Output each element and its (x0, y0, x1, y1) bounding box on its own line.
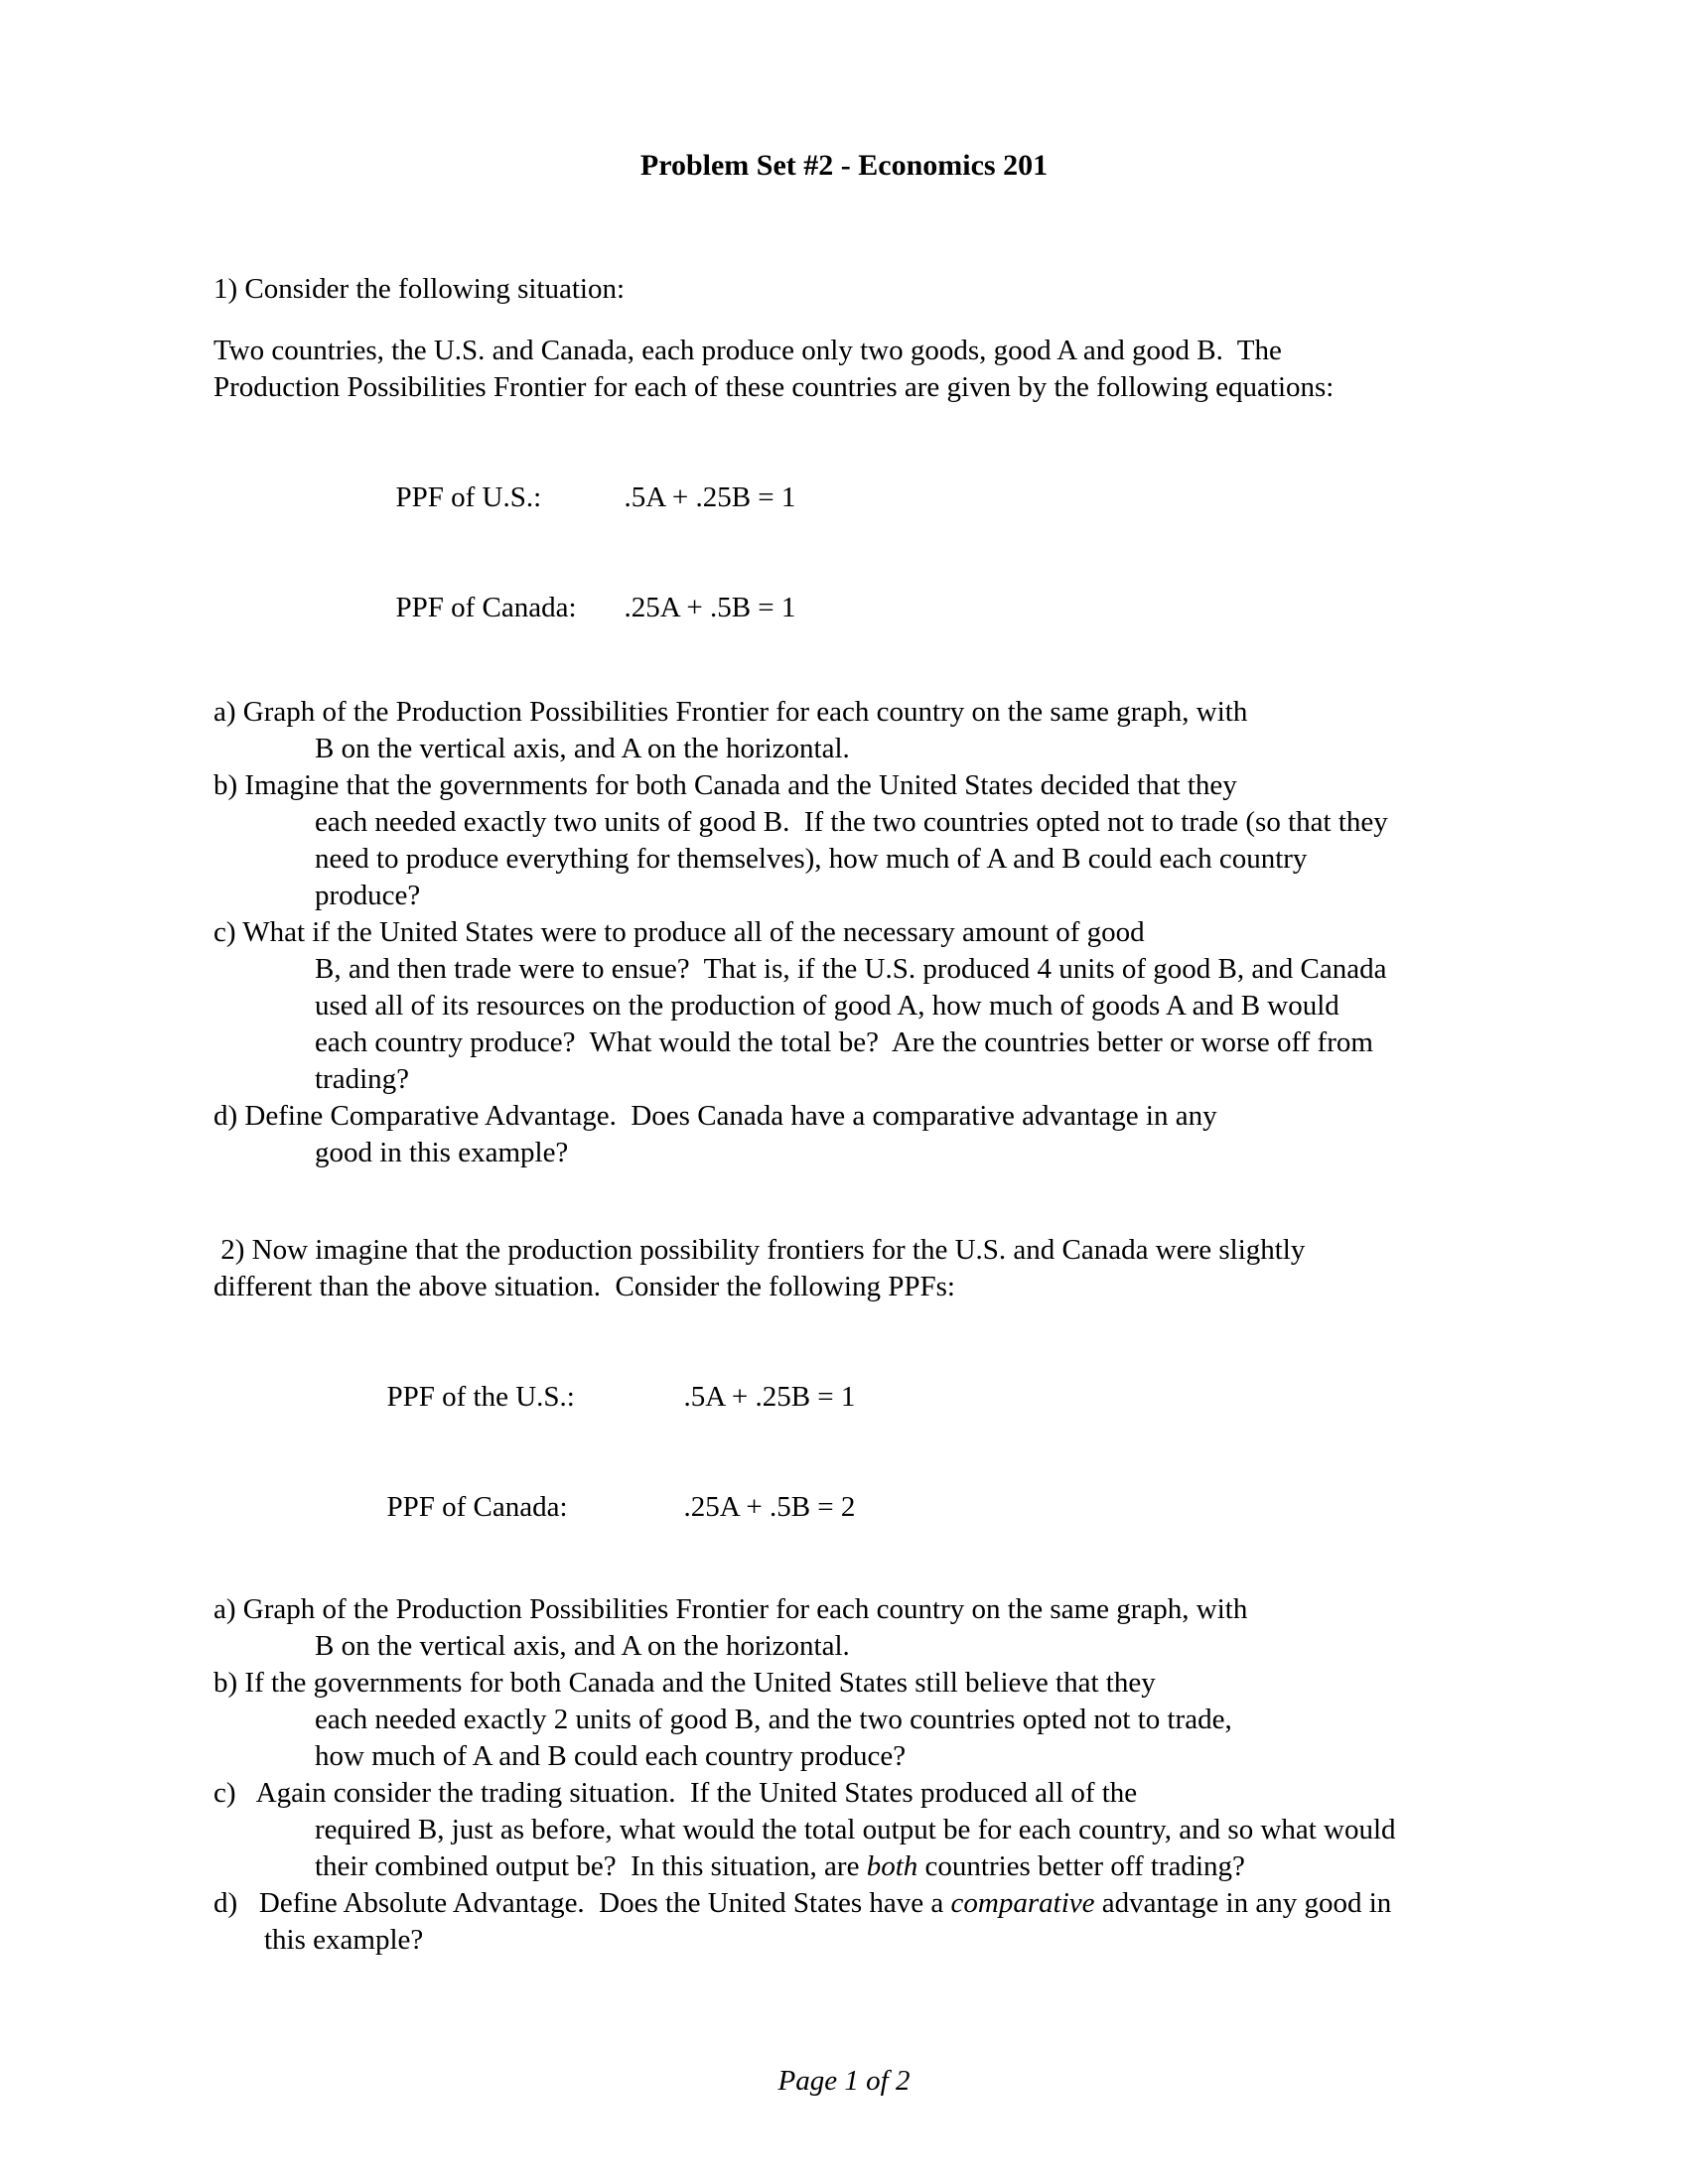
document-content (0, 271, 1688, 1959)
item-line: B on the vertical axis, and A on the horizontal. (315, 1630, 850, 1662)
item-line: trading? (315, 1063, 410, 1095)
item-line: used all of its resources on the production of good A, how much of goods A and B would (315, 990, 1339, 1022)
question-1-intro (213, 333, 1569, 406)
item-line: need to produce everything for themselves), how much of A and B could each country (315, 843, 1308, 875)
equation-row (213, 553, 1569, 663)
equation-row (213, 1452, 1569, 1563)
equation-label: PPF of the U.S.: (386, 1381, 575, 1413)
question-2-items (213, 1591, 1569, 1959)
item-line: B, and then trade were to ensue? That is, if the U.S. produced 4 units of good B, and Canada (315, 953, 1387, 985)
item-line (213, 1848, 1569, 1885)
item-text: d) Define Absolute Advantage. Does the United States have a (213, 1887, 951, 1919)
page-footer: Page 1 of 2 (777, 2065, 911, 2097)
equation-row (213, 1342, 1569, 1452)
item-text-italic: both (866, 1850, 918, 1882)
item-line: each needed exactly 2 units of good B, and the two countries opted not to trade, (315, 1704, 1232, 1735)
item-line: a) Graph of the Production Possibilities Frontier for each country on the same graph, with (213, 1593, 1248, 1625)
equation-formula: .5A + .25B = 1 (624, 481, 796, 513)
intro-line: Two countries, the U.S. and Canada, each produce only two goods, good A and good B. The (213, 335, 1282, 366)
equation-formula: .25A + .5B = 1 (624, 592, 796, 623)
equation-label: PPF of Canada: (395, 592, 577, 623)
item-line: b) If the governments for both Canada and the United States still believe that they (213, 1667, 1156, 1699)
item-line: this example? (264, 1924, 424, 1956)
intro-line: Production Possibilities Frontier for each of these countries are given by the following equations: (213, 371, 1335, 403)
item-line: c) What if the United States were to produce all of the necessary amount of good (213, 916, 1145, 948)
item-text: their combined output be? In this situation, are (315, 1850, 867, 1882)
question-2 (213, 1232, 1569, 1959)
item-line: B on the vertical axis, and A on the horizontal. (315, 733, 850, 764)
item-line: good in this example? (315, 1137, 569, 1168)
item-line (213, 1885, 1569, 1922)
question-2-equations (213, 1342, 1569, 1563)
item-text: advantage in any good in (1094, 1887, 1392, 1919)
question-1-items (213, 694, 1569, 1171)
question-1-heading: 1) Consider the following situation: (213, 273, 626, 305)
item-line: c) Again consider the trading situation. If the United States produced all of the (213, 1777, 1138, 1809)
document-title: Problem Set #2 - Economics 201 (639, 149, 1049, 182)
question-1 (213, 271, 1569, 1171)
item-line: each country produce? What would the total be? Are the countries better or worse off from (315, 1026, 1373, 1058)
question-1-equations (213, 443, 1569, 663)
heading-line: different than the above situation. Consider the following PPFs: (213, 1271, 955, 1302)
item-line: b) Imagine that the governments for both Canada and the United States decided that they (213, 769, 1237, 801)
item-line: d) Define Comparative Advantage. Does Canada have a comparative advantage in any (213, 1100, 1217, 1132)
equation-formula: .5A + .25B = 1 (683, 1381, 856, 1413)
item-line: how much of A and B could each country produce? (315, 1740, 907, 1772)
question-2-heading (213, 1232, 1569, 1305)
item-line: a) Graph of the Production Possibilities Frontier for each country on the same graph, with (213, 696, 1248, 728)
equation-label: PPF of U.S.: (395, 481, 542, 513)
heading-line: 2) Now imagine that the production possibility frontiers for the U.S. and Canada were slightly (213, 1234, 1306, 1266)
item-text: countries better off trading? (917, 1850, 1245, 1882)
item-line: required B, just as before, what would the total output be for each country, and so what would (315, 1814, 1396, 1845)
equation-label: PPF of Canada: (386, 1491, 568, 1523)
item-line: produce? (315, 880, 421, 911)
item-line: each needed exactly two units of good B. If the two countries opted not to trade (so that they (315, 806, 1388, 838)
item-text-italic: comparative (950, 1887, 1095, 1919)
equation-row (213, 443, 1569, 553)
equation-formula: .25A + .5B = 2 (683, 1491, 856, 1523)
